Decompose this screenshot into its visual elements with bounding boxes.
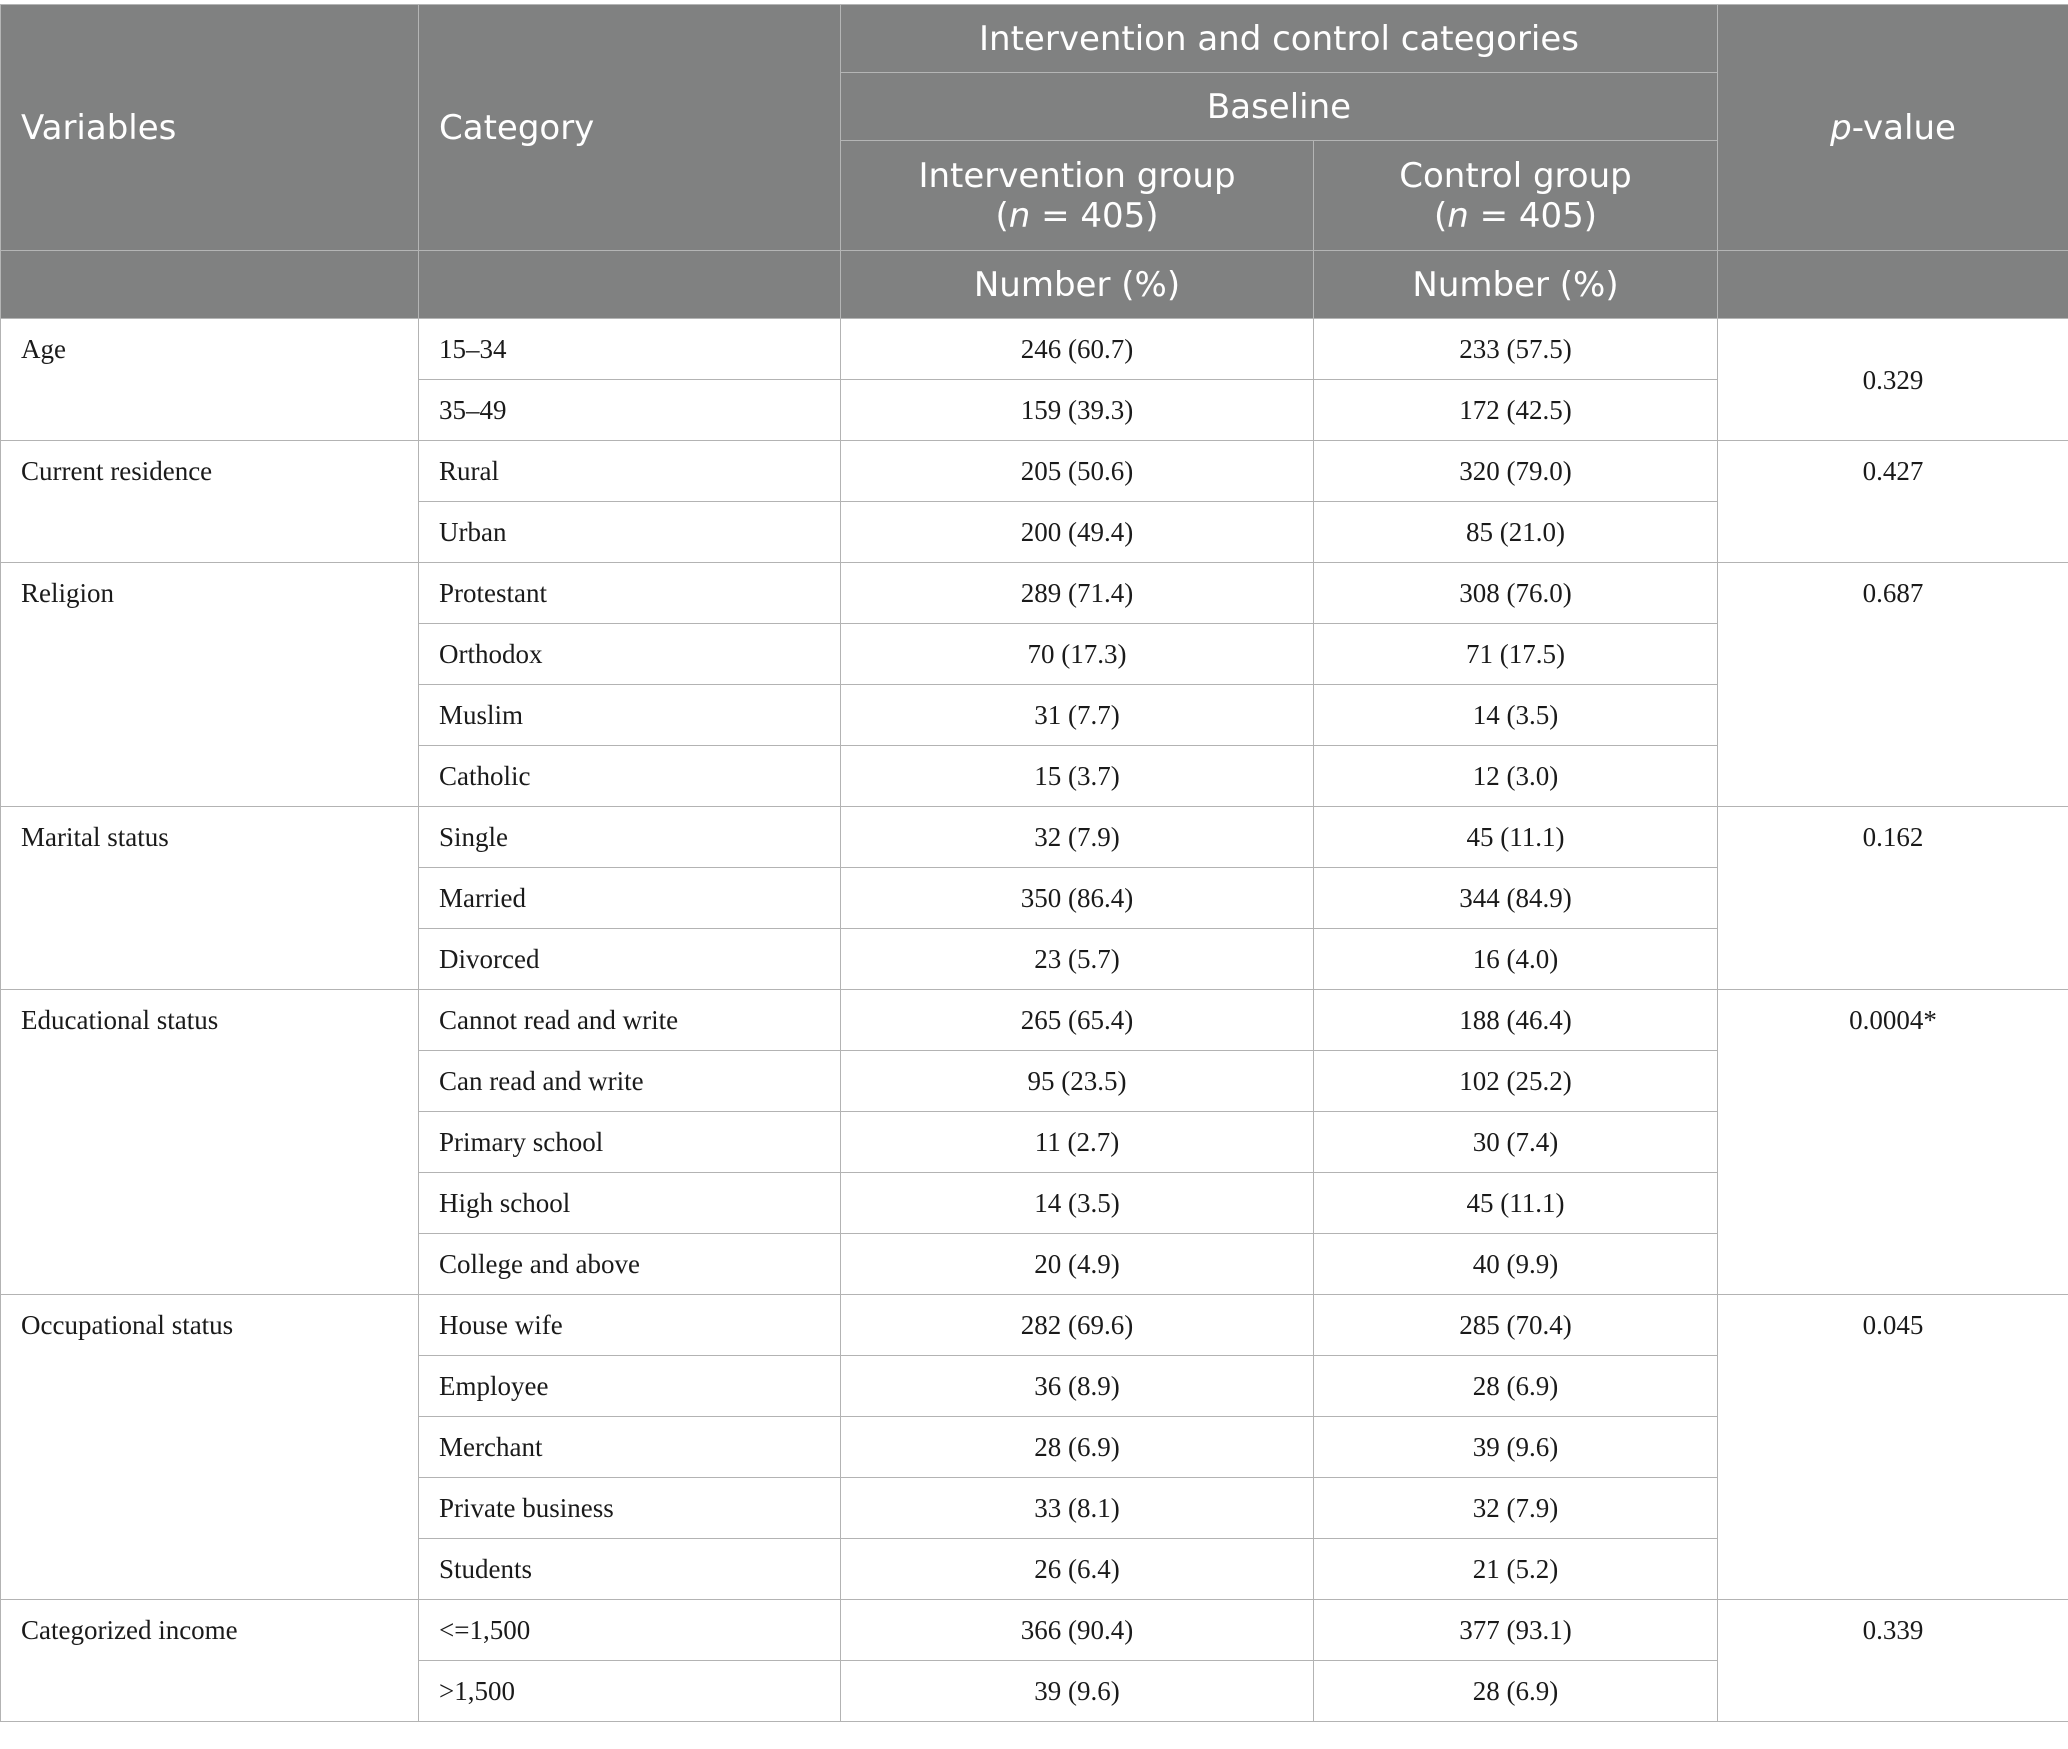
intervention-value-cell: 95 (23.5) bbox=[841, 1051, 1314, 1112]
empty-header-cell bbox=[419, 251, 841, 319]
category-cell: 15–34 bbox=[419, 319, 841, 380]
category-cell: Muslim bbox=[419, 685, 841, 746]
table-row bbox=[1, 1295, 2068, 1356]
control-value-cell: 172 (42.5) bbox=[1314, 380, 1718, 441]
table-body bbox=[1, 319, 2068, 1722]
p-value-cell: 0.427 bbox=[1718, 441, 2068, 563]
intervention-value-cell: 350 (86.4) bbox=[841, 868, 1314, 929]
intervention-value-cell: 246 (60.7) bbox=[841, 319, 1314, 380]
category-header: Category bbox=[419, 5, 841, 251]
p-value-header bbox=[1718, 5, 2068, 251]
category-cell: Rural bbox=[419, 441, 841, 502]
intervention-value-cell: 366 (90.4) bbox=[841, 1600, 1314, 1661]
control-value-cell: 40 (9.9) bbox=[1314, 1234, 1718, 1295]
intervention-group-header bbox=[841, 141, 1314, 251]
p-value-cell: 0.339 bbox=[1718, 1600, 2068, 1722]
intervention-value-cell: 39 (9.6) bbox=[841, 1661, 1314, 1722]
category-cell: College and above bbox=[419, 1234, 841, 1295]
intervention-value-cell: 11 (2.7) bbox=[841, 1112, 1314, 1173]
control-group-label: Control group bbox=[1399, 155, 1632, 196]
category-cell: 35–49 bbox=[419, 380, 841, 441]
category-cell: Can read and write bbox=[419, 1051, 841, 1112]
table-row bbox=[1, 563, 2068, 624]
p-value-cell: 0.0004* bbox=[1718, 990, 2068, 1295]
variable-cell: Categorized income bbox=[1, 1600, 419, 1722]
empty-header-cell bbox=[1718, 251, 2068, 319]
control-value-cell: 32 (7.9) bbox=[1314, 1478, 1718, 1539]
category-cell: Students bbox=[419, 1539, 841, 1600]
control-value-cell: 85 (21.0) bbox=[1314, 502, 1718, 563]
category-cell: Orthodox bbox=[419, 624, 841, 685]
intervention-value-cell: 31 (7.7) bbox=[841, 685, 1314, 746]
control-value-cell: 320 (79.0) bbox=[1314, 441, 1718, 502]
intervention-value-cell: 32 (7.9) bbox=[841, 807, 1314, 868]
category-cell: Catholic bbox=[419, 746, 841, 807]
p-value-cell: 0.045 bbox=[1718, 1295, 2068, 1600]
control-value-cell: 39 (9.6) bbox=[1314, 1417, 1718, 1478]
control-value-cell: 188 (46.4) bbox=[1314, 990, 1718, 1051]
intervention-value-cell: 265 (65.4) bbox=[841, 990, 1314, 1051]
category-cell: Married bbox=[419, 868, 841, 929]
table-row bbox=[1, 1600, 2068, 1661]
intervention-number-header: Number (%) bbox=[841, 251, 1314, 319]
control-value-cell: 30 (7.4) bbox=[1314, 1112, 1718, 1173]
baseline-header: Baseline bbox=[841, 73, 1718, 141]
p-value-cell: 0.329 bbox=[1718, 319, 2068, 441]
control-value-cell: 102 (25.2) bbox=[1314, 1051, 1718, 1112]
variables-header: Variables bbox=[1, 5, 419, 251]
category-cell: Primary school bbox=[419, 1112, 841, 1173]
table-row bbox=[1, 807, 2068, 868]
control-value-cell: 308 (76.0) bbox=[1314, 563, 1718, 624]
category-cell: Divorced bbox=[419, 929, 841, 990]
intervention-value-cell: 33 (8.1) bbox=[841, 1478, 1314, 1539]
baseline-characteristics-table bbox=[0, 4, 2068, 1722]
p-value-p: p bbox=[1830, 107, 1852, 148]
intervention-value-cell: 23 (5.7) bbox=[841, 929, 1314, 990]
intervention-n: (n = 405) bbox=[995, 195, 1159, 236]
category-cell: Merchant bbox=[419, 1417, 841, 1478]
variable-cell: Current residence bbox=[1, 441, 419, 563]
p-value-rest: -value bbox=[1851, 107, 1956, 148]
control-value-cell: 377 (93.1) bbox=[1314, 1600, 1718, 1661]
intervention-value-cell: 14 (3.5) bbox=[841, 1173, 1314, 1234]
control-value-cell: 45 (11.1) bbox=[1314, 1173, 1718, 1234]
intervention-value-cell: 282 (69.6) bbox=[841, 1295, 1314, 1356]
variable-cell: Religion bbox=[1, 563, 419, 807]
empty-header-cell bbox=[1, 251, 419, 319]
control-value-cell: 12 (3.0) bbox=[1314, 746, 1718, 807]
intervention-value-cell: 289 (71.4) bbox=[841, 563, 1314, 624]
category-cell: House wife bbox=[419, 1295, 841, 1356]
category-cell: Single bbox=[419, 807, 841, 868]
intervention-value-cell: 200 (49.4) bbox=[841, 502, 1314, 563]
intervention-value-cell: 205 (50.6) bbox=[841, 441, 1314, 502]
variable-cell: Educational status bbox=[1, 990, 419, 1295]
intervention-value-cell: 70 (17.3) bbox=[841, 624, 1314, 685]
category-cell: High school bbox=[419, 1173, 841, 1234]
table-row bbox=[1, 990, 2068, 1051]
intervention-value-cell: 20 (4.9) bbox=[841, 1234, 1314, 1295]
intervention-value-cell: 28 (6.9) bbox=[841, 1417, 1314, 1478]
intervention-value-cell: 15 (3.7) bbox=[841, 746, 1314, 807]
table-row bbox=[1, 441, 2068, 502]
control-value-cell: 28 (6.9) bbox=[1314, 1356, 1718, 1417]
category-cell: <=1,500 bbox=[419, 1600, 841, 1661]
variable-cell: Marital status bbox=[1, 807, 419, 990]
variable-cell: Age bbox=[1, 319, 419, 441]
control-value-cell: 16 (4.0) bbox=[1314, 929, 1718, 990]
intervention-group-label: Intervention group bbox=[918, 155, 1236, 196]
control-value-cell: 21 (5.2) bbox=[1314, 1539, 1718, 1600]
intervention-value-cell: 159 (39.3) bbox=[841, 380, 1314, 441]
variable-cell: Occupational status bbox=[1, 1295, 419, 1600]
intervention-value-cell: 26 (6.4) bbox=[841, 1539, 1314, 1600]
category-cell: >1,500 bbox=[419, 1661, 841, 1722]
control-value-cell: 285 (70.4) bbox=[1314, 1295, 1718, 1356]
control-value-cell: 71 (17.5) bbox=[1314, 624, 1718, 685]
intervention-control-header: Intervention and control categories bbox=[841, 5, 1718, 73]
category-cell: Employee bbox=[419, 1356, 841, 1417]
category-cell: Private business bbox=[419, 1478, 841, 1539]
control-value-cell: 45 (11.1) bbox=[1314, 807, 1718, 868]
control-number-header: Number (%) bbox=[1314, 251, 1718, 319]
category-cell: Protestant bbox=[419, 563, 841, 624]
p-value-cell: 0.687 bbox=[1718, 563, 2068, 807]
control-value-cell: 233 (57.5) bbox=[1314, 319, 1718, 380]
p-value-cell: 0.162 bbox=[1718, 807, 2068, 990]
control-value-cell: 344 (84.9) bbox=[1314, 868, 1718, 929]
table-row bbox=[1, 319, 2068, 380]
control-value-cell: 14 (3.5) bbox=[1314, 685, 1718, 746]
category-cell: Cannot read and write bbox=[419, 990, 841, 1051]
control-n: (n = 405) bbox=[1433, 195, 1598, 236]
intervention-value-cell: 36 (8.9) bbox=[841, 1356, 1314, 1417]
table-header bbox=[1, 5, 2068, 319]
control-value-cell: 28 (6.9) bbox=[1314, 1661, 1718, 1722]
category-cell: Urban bbox=[419, 502, 841, 563]
control-group-header bbox=[1314, 141, 1718, 251]
